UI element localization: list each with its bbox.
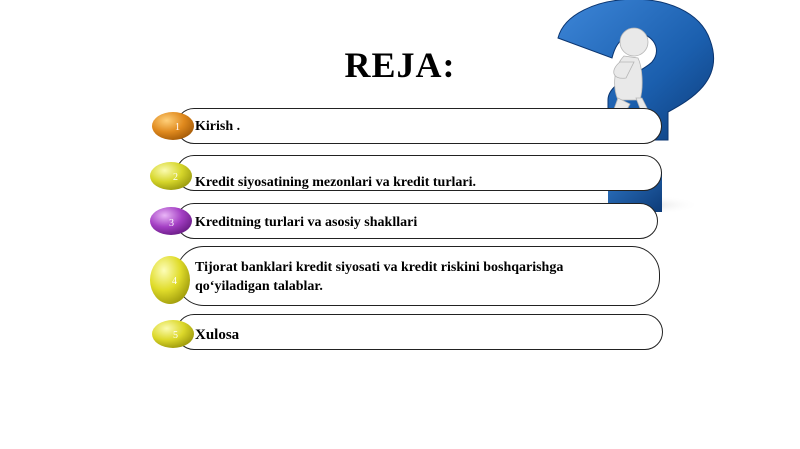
agenda-item-5 <box>176 314 663 350</box>
bullet-4-icon <box>148 255 196 305</box>
bullet-number: 1 <box>175 122 180 133</box>
agenda-item-label: Tijorat banklari kredit siyosati va kredit riskini boshqarishga qo‘yiladigan talablar. <box>195 260 564 294</box>
bullet-number: 5 <box>173 330 178 341</box>
agenda-item-label: Xulosa <box>195 327 240 343</box>
agenda-item-3 <box>176 203 658 239</box>
agenda-item-4 <box>176 246 660 306</box>
agenda-item-2 <box>176 155 662 191</box>
bullet-number: 3 <box>169 218 174 229</box>
bullet-number: 4 <box>172 276 177 287</box>
agenda-item-1 <box>176 108 662 144</box>
bullet-1-icon <box>151 110 199 142</box>
bullet-3-icon <box>149 205 197 237</box>
slide-title: REJA: <box>344 45 456 85</box>
bullet-2-icon <box>149 159 197 193</box>
bullet-5-icon <box>151 318 199 350</box>
bullet-number: 2 <box>173 172 178 183</box>
agenda-item-label: Kirish . <box>195 119 241 134</box>
agenda-item-label: Kredit siyosatining mezonlari va kredit turlari. <box>195 175 477 190</box>
agenda-item-label: Kreditning turlari va asosiy shakllari <box>195 215 418 230</box>
